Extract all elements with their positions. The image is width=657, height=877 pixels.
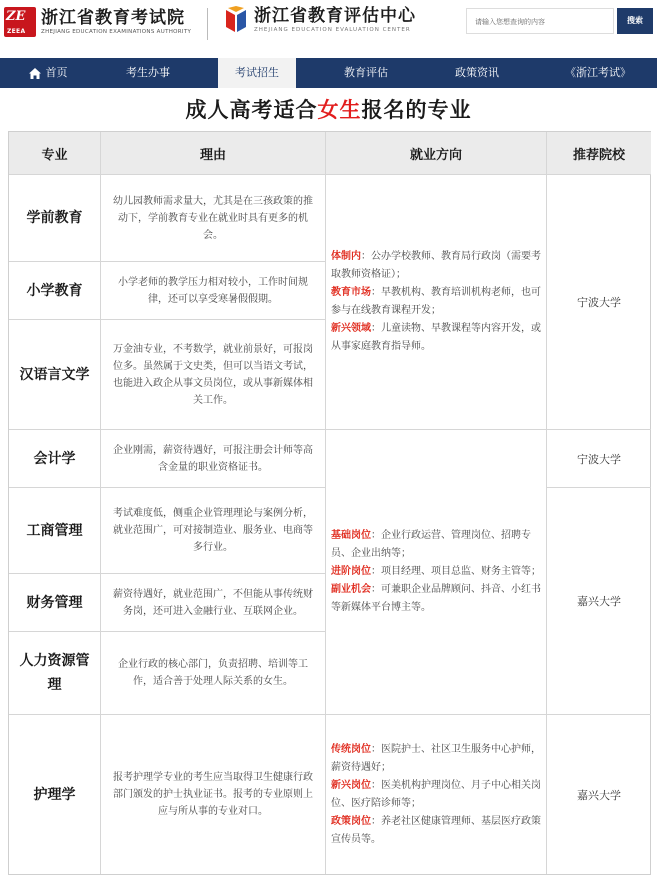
career-text: ：可兼职企业品牌顾问、抖音、小红书等新媒体平台博主等。	[331, 584, 541, 613]
evaluation-center-logo-icon	[224, 6, 248, 34]
table-row-reason: 考试难度低，侧重企业管理理论与案例分析，就业范围广，可对接制造业、服务业、电商等多行业。	[101, 488, 326, 574]
evaluation-center-name: 浙江省教育评估中心	[254, 6, 416, 26]
career-text: ：儿童读物、早教课程等内容开发，或从事家庭教育指导师。	[331, 323, 541, 352]
table-row-reason: 企业行政的核心部门，负责招聘、培训等工作，适合善于处理人际关系的女生。	[101, 632, 326, 715]
home-icon	[29, 68, 41, 79]
career-label: 进阶岗位	[331, 566, 371, 577]
header-school: 推荐院校	[547, 132, 651, 175]
career-label: 传统岗位	[331, 743, 371, 755]
nav-item-exam-admission[interactable]: 考试招生	[218, 58, 296, 88]
table-row-reason: 薪资待遇好，就业范围广，不但能从事传统财务岗，还可进入金融行业、互联网企业。	[101, 574, 326, 632]
title-text-post: 报名的专业	[361, 98, 472, 122]
table-row-major: 汉语言文学	[9, 320, 101, 430]
nav-item-label: 首页	[45, 66, 68, 79]
school-cell: 宁波大学	[547, 175, 651, 430]
header-reason: 理由	[101, 132, 326, 175]
career-text: ：公办学校教师、教育局行政岗（需要考取教师资格证）；	[331, 251, 541, 280]
exam-authority-english-name: ZHEJIANG EDUCATION EXAMINATIONS AUTHORITY	[41, 29, 192, 35]
table-row-reason: 小学老师的教学压力相对较小，工作时间规律，还可以享受寒暑假假期。	[101, 262, 326, 320]
career-text: ：早教机构、教育培训机构老师，也可参与在线教育课程开发；	[331, 287, 541, 316]
career-label: 新兴领域	[331, 323, 371, 334]
school-cell: 嘉兴大学	[547, 488, 651, 715]
nav-item-policy-news[interactable]: 政策资讯	[455, 66, 499, 79]
table-row-reason: 万金油专业，不考数学，就业前景好，可报岗位多。虽然属于文史类，但可以当语文考试，也能进入政企从事文员岗位，或从事新媒体相关工作。	[101, 320, 326, 430]
search-input[interactable]: 请输入您想查询的内容	[466, 8, 614, 34]
career-label: 体制内	[331, 251, 361, 262]
main-nav	[0, 58, 657, 88]
table-row-major: 人力资源管理	[9, 632, 101, 715]
table-row-major: 学前教育	[9, 175, 101, 262]
zeea-logo-icon	[4, 7, 36, 37]
table-row-major: 财务管理	[9, 574, 101, 632]
school-cell: 宁波大学	[547, 430, 651, 488]
career-label: 政策岗位	[331, 815, 371, 827]
title-text-pre: 成人高考适合	[185, 98, 318, 122]
table-row-reason: 幼儿园教师需求量大，尤其是在三孩政策的推动下，学前教育专业在就业时具有更多的机会。	[101, 175, 326, 262]
career-cell-business	[326, 430, 547, 715]
header-major: 专业	[9, 132, 101, 175]
career-cell-nursing	[326, 715, 547, 874]
page-title	[0, 94, 657, 124]
exam-authority-name: 浙江省教育考试院	[41, 8, 185, 28]
table-row-reason: 企业刚需，薪资待遇好，可报注册会计师等高含金量的职业资格证书。	[101, 430, 326, 488]
career-text: ：养老社区健康管理师、基层医疗政策宣传员等。	[331, 815, 541, 845]
career-text: ：医美机构护理岗位、月子中心相关岗位、医疗陪诊师等；	[331, 779, 541, 809]
header-career: 就业方向	[326, 132, 547, 175]
search-button[interactable]: 搜索	[617, 8, 653, 34]
career-text: ：医院护士、社区卫生服务中心护师，薪资待遇好；	[331, 743, 541, 773]
table-row-major: 会计学	[9, 430, 101, 488]
exam-authority-logo[interactable]	[4, 7, 191, 37]
table-row-major: 工商管理	[9, 488, 101, 574]
career-cell-education	[326, 175, 547, 430]
career-text: ：项目经理、项目总监、财务主管等；	[371, 566, 541, 577]
header-divider	[207, 8, 208, 40]
career-label: 副业机会	[331, 584, 371, 595]
title-highlight: 女生	[317, 98, 362, 122]
table-row-major: 小学教育	[9, 262, 101, 320]
logo-badge-text: ZE	[6, 9, 26, 24]
table-row-reason: 报考护理学专业的考生应当取得卫生健康行政部门颁发的护士执业证书。报考的专业原则上应与所从事的专业对口。	[101, 715, 326, 874]
career-label: 基础岗位	[331, 530, 371, 541]
career-label: 新兴岗位	[331, 779, 371, 791]
table-row-major: 护理学	[9, 715, 101, 874]
nav-item-candidate-services[interactable]: 考生办事	[126, 66, 170, 79]
nav-item-home[interactable]	[0, 58, 96, 88]
evaluation-center-english-name: ZHEJIANG EDUCATION EVALUATION CENTER	[254, 27, 411, 33]
career-text: ：企业行政运营、管理岗位、招聘专员、企业出纳等；	[331, 530, 531, 559]
logo-badge-subtext: ZEEA	[7, 28, 26, 35]
majors-table	[8, 131, 651, 875]
school-cell: 嘉兴大学	[577, 788, 621, 802]
nav-item-zhejiang-exam-magazine[interactable]: 《浙江考试》	[565, 66, 631, 79]
site-header	[0, 0, 657, 58]
evaluation-center-logo[interactable]	[224, 6, 416, 34]
nav-item-education-evaluation[interactable]: 教育评估	[344, 66, 388, 79]
career-label: 教育市场	[331, 287, 371, 298]
